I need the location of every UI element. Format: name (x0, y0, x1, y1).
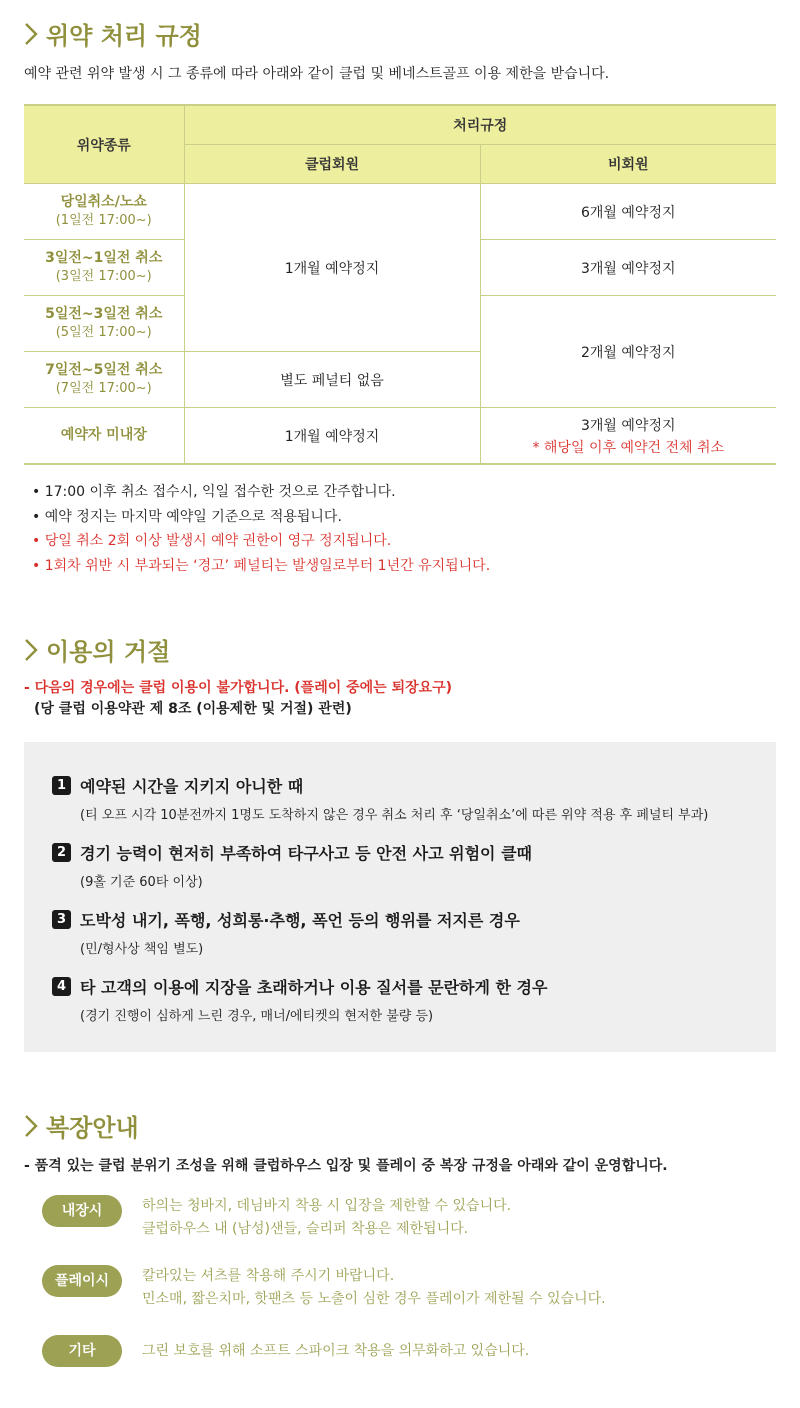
refusal-item-detail: (9홀 기준 60타 이상) (80, 875, 203, 890)
note-item: • 17:00 이후 취소 접수시, 익일 접수한 것으로 간주합니다. (32, 480, 490, 505)
dress-rule-text: 칼라있는 셔츠를 착용해 주시기 바랍니다. 민소매, 짧은치마, 핫팬츠 등 노출이 심한 경우 플레이가 제한될 수 있습니다. (142, 1268, 606, 1307)
number-badge: 2 (52, 843, 71, 862)
nonmember-cell: 3개월 예약정지 * 해당일 이후 예약건 전체 취소 (480, 408, 776, 465)
dress-rule-text: 그린 보호를 위해 소프트 스파이크 착용을 의무화하고 있습니다. (142, 1343, 530, 1359)
row-type: 당일취소/노쇼 (1일전 17:00~) (24, 184, 184, 240)
refusal-section-title (22, 632, 170, 667)
note-item-red: • 당일 취소 2회 이상 발생시 예약 권한이 영구 정지됩니다. (32, 529, 490, 554)
refusal-item (52, 774, 708, 823)
dress-row (42, 1195, 511, 1241)
header-member: 클럽회원 (184, 145, 480, 184)
dress-title-text: 복장안내 (46, 1114, 139, 1142)
refusal-intro (24, 678, 452, 720)
number-badge: 1 (52, 776, 71, 795)
nonmember-cell: 3개월 예약정지 (480, 240, 776, 296)
penalty-title-text: 위약 처리 규정 (46, 22, 202, 50)
dress-label-badge: 플레이시 (42, 1265, 122, 1297)
dress-section-title (22, 1108, 139, 1143)
nonmember-cell: 6개월 예약정지 (480, 184, 776, 240)
dress-rule-text: 하의는 청바지, 데님바지 착용 시 입장을 제한할 수 있습니다. 클럽하우스 내 (남성)샌들, 슬리퍼 착용은 제한됩니다. (142, 1198, 512, 1237)
refusal-item (52, 841, 532, 890)
dress-intro: - 품격 있는 클럽 분위기 조성을 위해 클럽하우스 입장 및 플레이 중 복장 규정을 아래와 같이 운영합니다. (24, 1158, 668, 1174)
row-type: 5일전~3일전 취소 (5일전 17:00~) (24, 296, 184, 352)
refusal-item-detail: (민/형사상 책임 별도) (80, 942, 204, 957)
chevron-right-icon (22, 637, 40, 663)
member-cell: 1개월 예약정지 (184, 408, 480, 465)
penalty-section-title (22, 16, 202, 51)
refusal-item-detail: (티 오프 시각 10분전까지 1명도 도착하지 않은 경우 취소 처리 후 ‘당일취소’에 따른 위약 적용 후 페널티 부과) (80, 808, 709, 823)
note-item: • 예약 정지는 마지막 예약일 기준으로 적용됩니다. (32, 505, 490, 530)
dress-row (42, 1335, 529, 1367)
dress-label-badge: 내장시 (42, 1195, 122, 1227)
penalty-intro: 예약 관련 위약 발생 시 그 종류에 따라 아래와 같이 클럽 및 베네스트골프 이용 제한을 받습니다. (24, 66, 610, 82)
nonmember-cell: 2개월 예약정지 (480, 296, 776, 408)
number-badge: 4 (52, 977, 71, 996)
refusal-item-detail: (경기 진행이 심하게 느린 경우, 매너/에티켓의 현저한 불량 등) (80, 1009, 434, 1024)
member-cell: 별도 페널티 없음 (184, 352, 480, 408)
refusal-item-title: 경기 능력이 현저히 부족하여 타구사고 등 안전 사고 위험이 클때 (80, 844, 532, 863)
refusal-title-text: 이용의 거절 (46, 638, 171, 666)
row-type: 7일전~5일전 취소 (7일전 17:00~) (24, 352, 184, 408)
header-nonmember: 비회원 (480, 145, 776, 184)
note-item-red: • 1회차 위반 시 부과되는 ‘경고’ 페널티는 발생일로부터 1년간 유지됩니다. (32, 554, 490, 579)
row-type: 3일전~1일전 취소 (3일전 17:00~) (24, 240, 184, 296)
number-badge: 3 (52, 910, 71, 929)
refusal-item (52, 908, 520, 957)
refusal-item-title: 도박성 내기, 폭행, 성희롱·추행, 폭언 등의 행위를 저지른 경우 (80, 911, 520, 930)
refusal-item-title: 타 고객의 이용에 지장을 초래하거나 이용 질서를 문란하게 한 경우 (80, 978, 548, 997)
penalty-notes (32, 480, 490, 578)
header-rule: 처리규정 (184, 105, 776, 145)
refusal-intro-ref: (당 클럽 이용약관 제 8조 (이용제한 및 거절) 관련) (34, 701, 352, 717)
header-type: 위약종류 (24, 105, 184, 184)
dress-label-badge: 기타 (42, 1335, 122, 1367)
refusal-item (52, 975, 547, 1024)
member-cell: 1개월 예약정지 (184, 184, 480, 352)
cancel-warning: * 해당일 이후 예약건 전체 취소 (532, 439, 725, 456)
refusal-item-title: 예약된 시간을 지키지 아니한 때 (80, 777, 304, 796)
dress-row (42, 1265, 606, 1311)
refusal-intro-red: - 다음의 경우에는 클럽 이용이 불가합니다. (플레이 중에는 퇴장요구) (24, 680, 453, 696)
chevron-right-icon (22, 1113, 40, 1139)
row-type: 예약자 미내장 (24, 408, 184, 465)
refusal-list-box (24, 742, 776, 1052)
penalty-table (24, 104, 776, 465)
chevron-right-icon (22, 21, 40, 47)
